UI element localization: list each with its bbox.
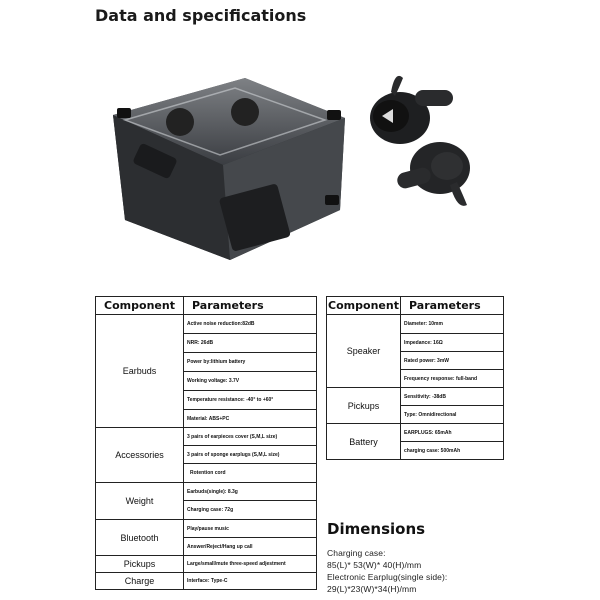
param-cell: EARPLUGS: 65mAh: [401, 424, 504, 442]
param-cell: Frequency response: full-band: [401, 370, 504, 388]
table-header-row: [327, 297, 504, 315]
table-row: [327, 424, 504, 442]
column-header-parameters: Parameters: [401, 297, 504, 315]
param-cell: NRR: 26dB: [184, 334, 317, 353]
column-header-component: Component: [327, 297, 401, 315]
param-cell: Rotention cord: [184, 464, 317, 483]
param-cell: Working voltage: 3.7V: [184, 372, 317, 391]
table-header-row: [96, 297, 317, 315]
component-weight: Weight: [96, 483, 184, 520]
component-speaker: Speaker: [327, 315, 401, 388]
param-cell: Temperature resistance: -40° to +60°: [184, 391, 317, 410]
param-cell: charging case: 500mAh: [401, 442, 504, 460]
param-cell: Rated power: 3mW: [401, 352, 504, 370]
param-cell: Large/small/mute three-speed adjestment: [184, 556, 317, 573]
param-cell: 3 pairs of earpieces cover (S,M,L size): [184, 428, 317, 446]
spec-table-left: [95, 296, 317, 590]
param-cell: Answer/Reject/Hang up call: [184, 538, 317, 556]
component-charge: Charge: [96, 573, 184, 590]
table-row: [96, 315, 317, 334]
spec-table-right: [326, 296, 504, 460]
earbud-image-top: [370, 76, 453, 144]
param-cell: Interface: Type-C: [184, 573, 317, 590]
param-cell: Diameter: 10mm: [401, 315, 504, 334]
dimensions-heading: Dimensions: [327, 520, 426, 538]
dimensions-line: 85(L)* 53(W)* 40(H)/mm: [327, 560, 422, 570]
earbud-image-bottom: [396, 142, 470, 206]
dimensions-line: 29(L)*23(W)*34(H)/mm: [327, 584, 417, 594]
component-battery: Battery: [327, 424, 401, 460]
dimensions-line: Electronic Earplug(single side):: [327, 572, 448, 582]
table-row: [96, 483, 317, 501]
component-earbuds: Earbuds: [96, 315, 184, 428]
param-cell: Power by:lithium battery: [184, 353, 317, 372]
dimensions-line: Charging case:: [327, 548, 386, 558]
table-row: [96, 520, 317, 538]
param-cell: Impedance: 16Ω: [401, 334, 504, 352]
table-row: [327, 315, 504, 334]
param-cell: Type: Omnidirectional: [401, 406, 504, 424]
charging-case-image: [113, 78, 345, 260]
table-row: [96, 573, 317, 590]
component-pickups-right: Pickups: [327, 388, 401, 424]
column-header-component: Component: [96, 297, 184, 315]
component-accessories: Accessories: [96, 428, 184, 483]
product-photo: [95, 70, 495, 280]
param-cell: 3 pairs of sponge earplugs (S,M,L size): [184, 446, 317, 464]
param-cell: Sensitivity: -38dB: [401, 388, 504, 406]
param-cell: Active noise reduction:82dB: [184, 315, 317, 334]
table-row: [96, 556, 317, 573]
table-row: [327, 388, 504, 406]
component-pickups: Pickups: [96, 556, 184, 573]
table-row: [96, 428, 317, 446]
page-title: Data and specifications: [95, 6, 307, 25]
param-cell: Earbuds(single): 8.3g: [184, 483, 317, 501]
column-header-parameters: Parameters: [184, 297, 317, 315]
component-bluetooth: Bluetooth: [96, 520, 184, 556]
param-cell: Play/pause music: [184, 520, 317, 538]
param-cell: Material: ABS+PC: [184, 410, 317, 428]
param-cell: Charging case: 72g: [184, 501, 317, 520]
